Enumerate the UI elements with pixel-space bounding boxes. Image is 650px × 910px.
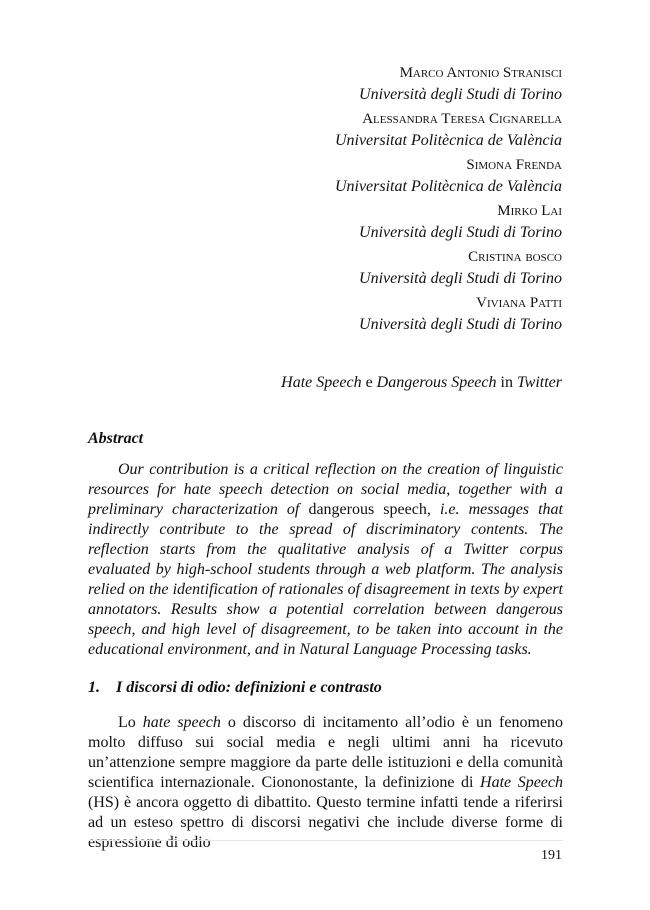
author-name: Viviana Patti bbox=[476, 295, 562, 311]
section-title: I discorsi di odio: definizioni e contrasto bbox=[116, 679, 382, 696]
page-number: 191 bbox=[541, 848, 562, 863]
abstract-heading: Abstract bbox=[88, 430, 144, 447]
paper-title bbox=[82, 373, 562, 393]
title-part: Hate Speech bbox=[281, 374, 362, 391]
author-affiliation: Universitat Politècnica de València bbox=[334, 178, 562, 195]
abstract-text-part: i.e. messages that indirectly contribute to the spread of discriminatory contents. The reflection starts from the qualitative analysis of a Twitter corpus evaluated by high-school students through a web platform. The analysis relied on the identification of rationales of disagreement in texts by expert annotators. Results show a potential correlation between dangerous speech, and high level of disagreement, to be taken into account in the educational environment, and in Natural Language Processing tasks. bbox=[88, 501, 563, 658]
author-name: Marco Antonio Stranisci bbox=[399, 65, 562, 81]
body-paragraph bbox=[88, 713, 563, 853]
body-text-part: (HS) è ancora oggetto di dibattito. Questo termine infatti tende a riferirsi ad un esteso spettro di discorsi negativi che include diverse forme di espressione di odio bbox=[88, 794, 563, 851]
body-emphasis: Hate Speech bbox=[480, 774, 563, 791]
abstract-text-part: Our contribution is a critical reflection on the creation of linguistic resources for hate speech detection on social media, together with a preliminary characterization of bbox=[88, 461, 563, 518]
author-affiliation: Universitat Politècnica de València bbox=[334, 132, 562, 149]
author-name: Alessandra Teresa Cignarella bbox=[362, 111, 562, 127]
author-name: Mirko Lai bbox=[497, 203, 562, 219]
section-number: 1. bbox=[88, 679, 100, 696]
body-text-part: Lo bbox=[118, 714, 143, 731]
author-block bbox=[142, 154, 562, 198]
section-heading bbox=[88, 679, 382, 697]
body-emphasis: hate speech bbox=[142, 714, 221, 731]
author-affiliation: Università degli Studi di Torino bbox=[359, 316, 562, 333]
abstract-term: dangerous speech, bbox=[308, 501, 431, 518]
author-block bbox=[142, 200, 562, 244]
author-block bbox=[142, 62, 562, 106]
title-connector: in bbox=[496, 374, 517, 391]
author-block bbox=[142, 246, 562, 290]
title-part: Twitter bbox=[516, 374, 562, 391]
title-part: Dangerous Speech bbox=[376, 374, 497, 391]
author-affiliation: Università degli Studi di Torino bbox=[359, 224, 562, 241]
author-name: Cristina bosco bbox=[468, 249, 562, 265]
author-affiliation: Università degli Studi di Torino bbox=[359, 270, 562, 287]
author-block bbox=[142, 292, 562, 336]
body-text-part: o discorso di incitamento all’odio è un fenomeno molto diffuso sui social media e negli ultimi anni ha ricevuto un’attenzione sempre maggiore da parte delle istituzioni e della comunità scientifica internazionale. Ciononostante, la definizione di bbox=[88, 714, 563, 791]
author-name: Simona Frenda bbox=[466, 157, 562, 173]
footer-divider bbox=[88, 840, 563, 841]
abstract-text bbox=[88, 460, 563, 660]
author-list bbox=[142, 62, 562, 338]
author-block bbox=[142, 108, 562, 152]
title-connector: e bbox=[361, 374, 377, 391]
author-affiliation: Università degli Studi di Torino bbox=[359, 86, 562, 103]
